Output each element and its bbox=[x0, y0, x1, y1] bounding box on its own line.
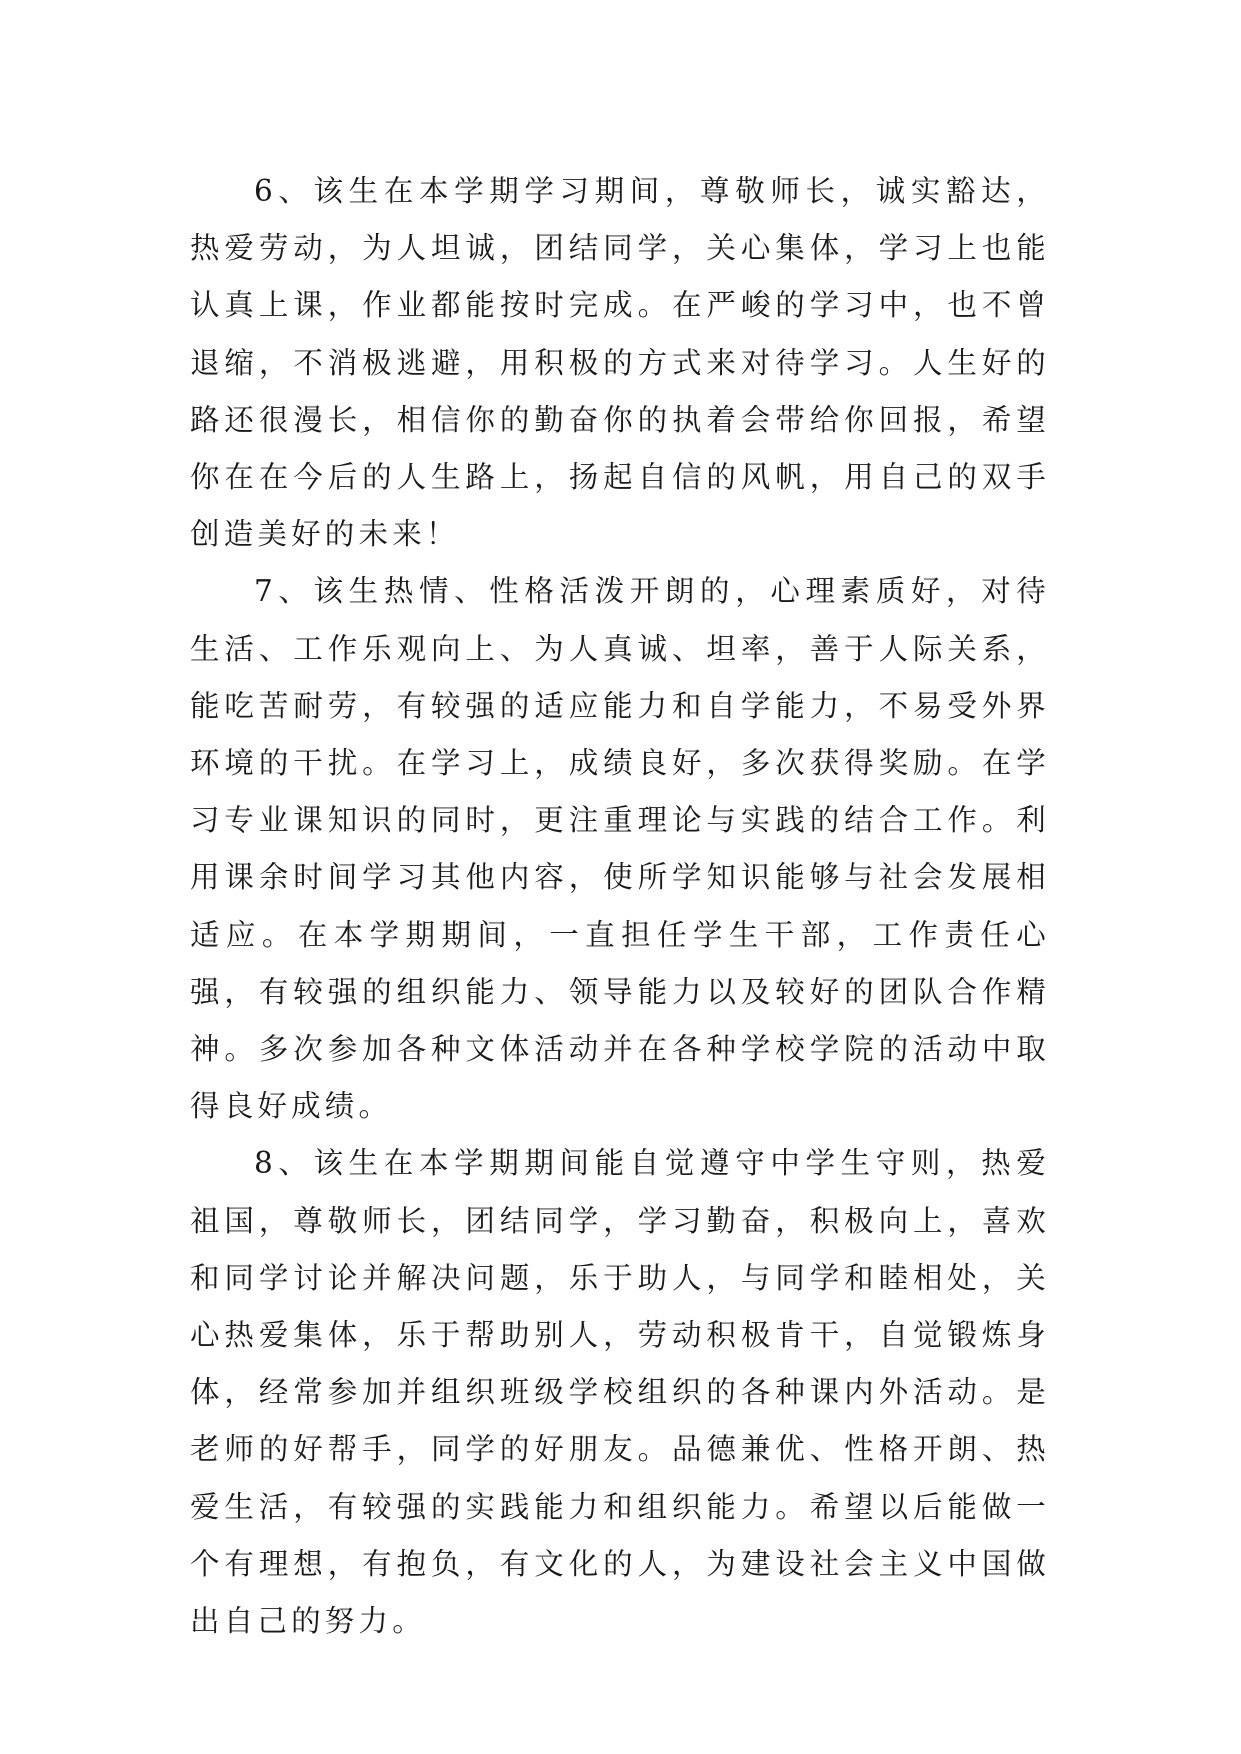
document-body bbox=[190, 163, 1050, 1650]
paragraph-8: 8、该生在本学期期间能自觉遵守中学生守则，热爱祖国，尊敬师长，团结同学，学习勤奋，积极向上，喜欢和同学讨论并解决问题，乐于助人，与同学和睦相处，关心热爱集体，乐于帮助别人，劳动积极肯干，自觉锻炼身体，经常参加并组织班级学校组织的各种课内外活动。是老师的好帮手，同学的好朋友。品德兼优、性格开朗、热爱生活，有较强的实践能力和组织能力。希望以后能做一个有理想，有抱负，有文化的人，为建设社会主义中国做出自己的努力。 bbox=[190, 1146, 1050, 1639]
paragraph-6: 6、该生在本学期学习期间，尊敬师长，诚实豁达，热爱劳动，为人坦诚，团结同学，关心集体，学习上也能认真上课，作业都能按时完成。在严峻的学习中，也不曾退缩，不消极逃避，用积极的方式来对待学习。人生好的路还很漫长，相信你的勤奋你的执着会带给你回报，希望你在在今后的人生路上，扬起自信的风帆，用自己的双手创造美好的未来！ bbox=[190, 174, 1050, 552]
paragraph-7: 7、该生热情、性格活泼开朗的，心理素质好，对待生活、工作乐观向上、为人真诚、坦率，善于人际关系，能吃苦耐劳，有较强的适应能力和自学能力，不易受外界环境的干扰。在学习上，成绩良好，多次获得奖励。在学习专业课知识的同时，更注重理论与实践的结合工作。利用课余时间学习其他内容，使所学知识能够与社会发展相适应。在本学期期间，一直担任学生干部，工作责任心强，有较强的组织能力、领导能力以及较好的团队合作精神。多次参加各种文体活动并在各种学校学院的活动中取得良好成绩。 bbox=[190, 574, 1050, 1124]
